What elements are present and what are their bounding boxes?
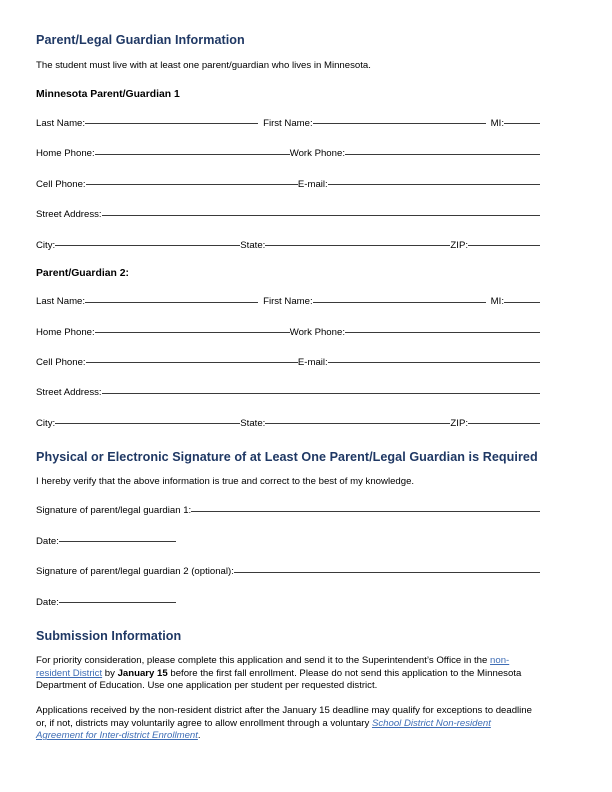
guardian1-city-input[interactable] [55,245,240,246]
guardian1-city-label: City: [36,239,56,251]
guardian2-work-phone-label: Work Phone: [289,326,345,338]
guardian1-city-state-zip-row [36,240,540,252]
guardian1-email-label: E-mail: [297,178,328,190]
guardian2-last-name-label: Last Name: [36,296,86,308]
guardian1-first-name-input[interactable] [313,123,486,124]
guardian2-mi-input[interactable] [504,302,540,303]
guardian2-state-input[interactable] [265,423,450,424]
guardian2-email-input[interactable] [328,362,540,363]
submission-p2-part1: Applications received by the non-resident district after the January 15 deadline may qualify for exceptions to deadline or, if not, districts may voluntarily agree to allow enrollment through a voluntary [36,704,532,729]
submission-p2-part2: . [197,730,201,742]
signature-2-input[interactable] [234,572,540,573]
guardian1-phone-row [36,148,540,160]
guardian2-city-label: City: [36,417,56,429]
non-resident-agreement-link[interactable]: School District Non-resident Agreement for Inter-district Enrollment [36,717,491,742]
guardian1-state-label: State: [240,239,266,251]
signature-1-row [36,505,540,517]
guardian1-cell-phone-label: Cell Phone: [36,178,86,190]
guardian1-first-name-label: First Name: [263,117,313,129]
guardian2-first-name-input[interactable] [313,302,486,303]
signature-2-row [36,566,540,578]
guardian2-street-row [36,387,540,399]
signature-section-heading: Physical or Electronic Signature of at Least One Parent/Legal Guardian is Required [36,449,538,464]
date-1-label: Date: [36,535,59,547]
guardian1-work-phone-label: Work Phone: [289,148,345,160]
guardian2-name-row [36,296,540,308]
guardian1-home-phone-input[interactable] [95,154,290,155]
date-2-row [36,597,540,609]
date-1-input[interactable] [59,541,176,542]
submission-p1-part1: For priority consideration, please complete this application and send it to the Superintendent’s Office in the [36,654,491,666]
guardian2-last-name-input[interactable] [85,302,258,303]
guardian1-street-address-label: Street Address: [36,209,102,221]
guardian-2-subheading: Parent/Guardian 2: [36,267,129,279]
january-15-deadline-text: January 15 [117,667,168,679]
submission-information-heading: Submission Information [36,628,182,643]
page-content [36,33,540,743]
submission-p1-part2: by [102,667,118,679]
submission-paragraph-2 [36,705,540,743]
signature-1-label: Signature of parent/legal guardian 1: [36,505,192,517]
guardian2-cell-email-row [36,357,540,369]
signature-2-label: Signature of parent/legal guardian 2 (optional): [36,566,234,578]
guardian1-cell-email-row [36,179,540,191]
guardian2-cell-phone-label: Cell Phone: [36,356,86,368]
guardian2-city-state-zip-row [36,418,540,430]
guardian1-cell-phone-input[interactable] [86,184,298,185]
date-2-input[interactable] [59,602,176,603]
signature-verify-text: I hereby verify that the above information is true and correct to the best of my knowledge. [36,476,415,488]
guardian1-last-name-label: Last Name: [36,117,86,129]
guardian1-zip-label: ZIP: [450,239,469,251]
signature-1-input[interactable] [191,511,540,512]
guardian2-phone-row [36,327,540,339]
parent-guardian-information-heading: Parent/Legal Guardian Information [36,33,245,47]
guardian2-home-phone-input[interactable] [95,332,290,333]
guardian2-street-address-label: Street Address: [36,387,102,399]
date-1-row [36,536,540,548]
guardian2-city-input[interactable] [55,423,240,424]
guardian1-name-row [36,118,540,130]
submission-paragraph-1 [36,655,540,693]
guardian-1-subheading: Minnesota Parent/Guardian 1 [36,89,180,101]
guardian2-mi-label: MI: [490,296,504,308]
guardian2-email-label: E-mail: [297,356,328,368]
guardian2-cell-phone-input[interactable] [86,362,298,363]
non-resident-district-link[interactable]: non-resident District [36,654,510,679]
parent-guardian-intro-text: The student must live with at least one parent/guardian who lives in Minnesota. [36,60,371,72]
submission-p1-part3: before the first fall enrollment. Please do not send this application to the Minnesota Department of Education. Use one application per student per requested district. [36,667,522,692]
guardian2-work-phone-input[interactable] [345,332,540,333]
guardian2-zip-label: ZIP: [450,417,469,429]
guardian1-street-row [36,209,540,221]
guardian2-street-address-input[interactable] [102,393,540,394]
guardian1-state-input[interactable] [265,245,450,246]
guardian1-zip-input[interactable] [468,245,540,246]
date-2-label: Date: [36,596,59,608]
guardian1-work-phone-input[interactable] [345,154,540,155]
guardian1-home-phone-label: Home Phone: [36,148,95,160]
guardian2-home-phone-label: Home Phone: [36,326,95,338]
guardian1-mi-input[interactable] [504,123,540,124]
guardian2-first-name-label: First Name: [263,296,313,308]
guardian2-zip-input[interactable] [468,423,540,424]
guardian1-last-name-input[interactable] [85,123,258,124]
guardian1-email-input[interactable] [328,184,540,185]
guardian1-street-address-input[interactable] [102,215,540,216]
guardian2-state-label: State: [240,417,266,429]
guardian1-mi-label: MI: [490,117,504,129]
